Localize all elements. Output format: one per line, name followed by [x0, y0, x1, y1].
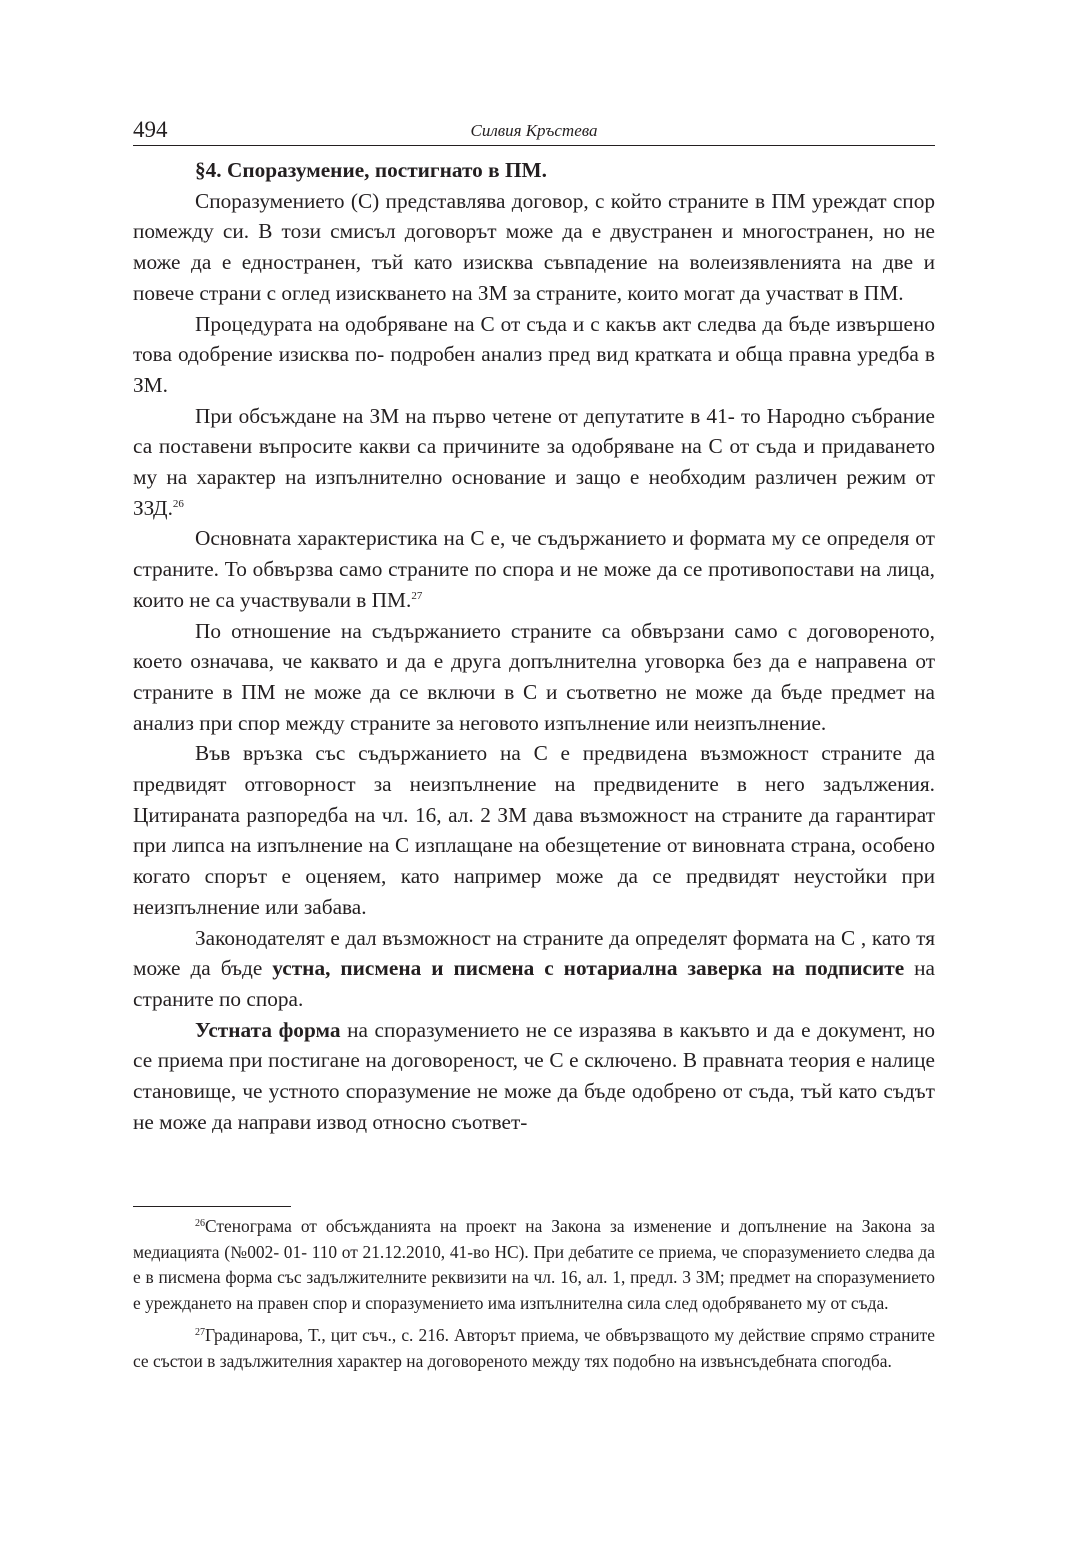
paragraph: По отношение на съдържанието страните са обвързани само с договореното, което означава, че каквато и да е друга допълнителна уговорка без да е направена от страните в ПМ не може да се включи в С и съответно не може да бъде предмет на анализ при спор между страните за неговото изпълнение или неизпълнение.: [133, 618, 935, 735]
footnotes: [133, 1214, 935, 1381]
running-title: Силвия Кръстева: [470, 121, 598, 140]
section-heading: §4. Споразумение, постигнато в ПМ.: [195, 158, 547, 182]
body-text: [133, 155, 935, 1138]
footnote-text: Стенограма от обсъжданията на проект на Закона за изменение и допълнение на Закона за медиацията (№002- 01- 110 от 21.12.2010, 41-во НС). При дебатите се приема, че споразумението следва да е в писмена форма със задължителните реквизити на чл. 16, ал. 1, предл. 3 ЗМ; предмет на споразумението е уреждането на правен спор и споразумението има изпълнителна сила след одобряването му от съда.: [133, 1216, 935, 1313]
paragraph: [133, 523, 935, 615]
footnote-number: 26: [195, 1218, 205, 1229]
footnote: [133, 1323, 935, 1374]
paragraph-text: Основната характеристика на С е, че съдържанието и формата му се определя от страните. То обвързва само страните по спора и не може да се противопостави на лица, които не са участвували в ПМ.: [133, 526, 935, 612]
page-header: [133, 117, 935, 146]
paragraph-text: Законодателят е дал възможност на страните да определят формата на С , като тя може да бъде: [133, 925, 935, 981]
footnote: [133, 1214, 935, 1316]
page-number: 494: [133, 117, 168, 142]
paragraph: [133, 401, 935, 524]
paragraph: [133, 1015, 935, 1138]
footnote-ref[interactable]: 26: [172, 497, 184, 510]
paragraph-text: на споразумението не се изразява в какъвто и да е документ, но се приема при постигане на договореност, че С е сключено. В правната теория е налице становище, че устното споразумение не може да бъде одобрено от съда, тъй като съдът не може да направи извод относно съответ-: [133, 1017, 935, 1134]
footnote-ref[interactable]: 27: [411, 589, 423, 602]
footnote-text: Градинарова, Т., цит съч., с. 216. Авторът приема, че обвързващото му действие спрямо страните се състои в задължителния характер на договореното между тях подобно на извънсъдебната спогодба.: [133, 1325, 935, 1371]
paragraph-text: на страните по спора.: [133, 956, 935, 1011]
paragraph: [133, 923, 935, 1015]
paragraph: Във връзка със съдържанието на С е предвидена възможност страните да предвидят отговорност за неизпълнение на предвидените в него задължения. Цитираната разпоредба на чл. 16, ал. 2 ЗМ дава възможност на страните да гарантират при липса на изпълнение на С изплащане на обезщетение от виновната страна, особено когато спорът е оценяем, като например може да се предвидят неустойки при неизпълнение или забава.: [133, 741, 935, 919]
emphasis-text: Устната форма: [195, 1017, 341, 1042]
footnote-separator: [133, 1206, 291, 1207]
paragraph: Процедурата на одобряване на С от съда и с какъв акт следва да бъде извършено това одобрение изисква по- подробен анализ пред вид кратката и обща правна уредба в ЗМ.: [133, 311, 935, 397]
paragraph: Споразумението (С) представлява договор, с който страните в ПМ уреждат спор помежду си. В този смисъл договорът може да е двустранен и многостранен, но не може да е едностранен, тъй като изисква съвпадение на волеизявленията на две и повече страни с оглед изискването на ЗМ за страните, които могат да участват в ПМ.: [133, 188, 935, 305]
footnote-number: 27: [195, 1327, 205, 1338]
paragraph-text: При обсъждане на ЗМ на първо четене от депутатите в 41- то Народно събрание са поставени въпросите какви са причините за одобряване на С от съда и придаването му на характер на изпълнително основание и защо е необходим различен режим от ЗЗД.: [133, 403, 935, 520]
emphasis-text: устна, писмена и писмена с нотариална заверка на подписите: [272, 956, 905, 981]
